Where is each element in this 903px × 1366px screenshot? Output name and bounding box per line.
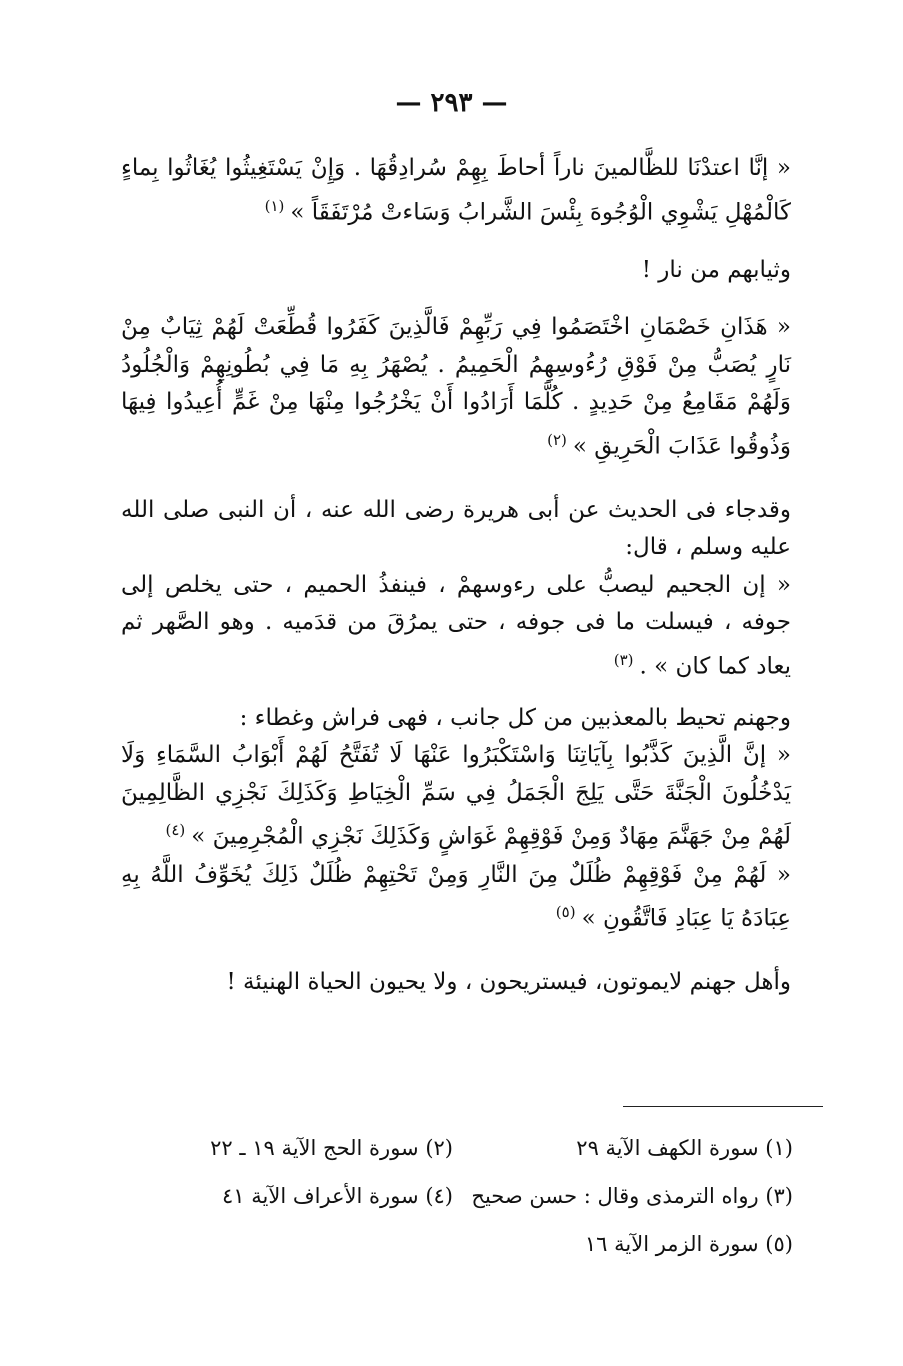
quran-verse-zumar <box>121 857 821 939</box>
page-number: — ٢٩٣ — <box>395 88 508 118</box>
quran-verse-hajj <box>121 309 821 466</box>
footnote-4: (٤) سورة الأعراف الآية ٤١ <box>222 1184 453 1208</box>
paragraph-text: وأهل جهنم لايموتون، فيستريحون ، ولا يحيون الحياة الهنيئة ! <box>226 969 791 996</box>
footnote-ref: (٤) <box>165 821 186 840</box>
footnote-ref: (١) <box>264 196 285 215</box>
footnote-row <box>103 1220 793 1268</box>
paragraph-hell-surrounds <box>121 700 821 738</box>
footnote-5: (٥) سورة الزمر الآية ١٦ <box>584 1232 793 1256</box>
footnote-ref: (٢) <box>547 430 567 449</box>
paragraph-text: وثيابهم من نار ! <box>641 256 791 283</box>
verse-text: « لَهُمْ مِنْ فَوْقِهِمْ ظُلَلٌ مِنَ النَّارِ وَمِنْ تَحْتِهِمْ ظُلَلٌ ذَلِكَ يُخَوِّفُ اللَّهُ بِهِ عِبَادَهُ يَا عِبَادِ فَاتَّقُونِ » <box>121 861 791 932</box>
verse-text: « إنَّا اعتدْنَا للظَّالمينَ ناراً أحاطَ بِهِمْ سُرادِقُهَا . وَإِنْ يَسْتَغِيثُوا يُغَاثُوا بِماءٍ كَالْمُهْلِ يَشْوِي الْوُجُوهَ بِئْسَ الشَّرابُ وَسَاءتْ مُرْتَفَقَاً » <box>121 155 791 226</box>
hadith-text: « إن الجحيم ليصبُّ على رءوسهمْ ، فينفذُ الحميم ، حتى يخلص إلى جوفه ، فيسلت ما فى جوفه ، حتى يمرُقَ من قدَميه . وهو الصَّهر ثم يعاد كما كان » . <box>121 571 791 680</box>
footnote-2: (٢) سورة الحج الآية ١٩ ـ ٢٢ <box>210 1136 453 1160</box>
footnote-row <box>103 1124 793 1172</box>
footnote-3: (٣) رواه الترمذى وقال : حسن صحيح <box>471 1184 793 1208</box>
verse-text: « إنَّ الَّذِينَ كَذَّبُوا بِآيَاتِنَا وَاسْتَكْبَرُوا عَنْهَا لَا تُفَتَّحُ لَهُمْ أَبْوَابُ السَّمَاءِ وَلَا يَدْخُلُونَ الْجَنَّةَ حَتَّى يَلِجَ الْجَمَلُ فِي سَمِّ الْخِيَاطِ وَكَذَلِكَ نَجْزِي الظَّالِمِينَ لَهُمْ مِنْ جَهَنَّمَ مِهَادٌ وَمِنْ فَوْقِهِمْ غَوَاشٍ وَكَذَلِكَ نَجْزِي الْمُجْرِمِينَ » <box>121 742 791 851</box>
paragraph-text: وجهنم تحيط بالمعذبين من كل جانب ، فهى فراش وغطاء : <box>239 704 791 731</box>
footnote-1: (١) سورة الكهف الآية ٢٩ <box>576 1136 793 1160</box>
verse-text: « هَذَانِ خَصْمَانِ اخْتَصَمُوا فِي رَبِّهِمْ فَالَّذِينَ كَفَرُوا قُطِّعَتْ لَهُمْ ثِيَابٌ مِنْ نَارٍ يُصَبُّ مِنْ فَوْقِ رُءُوسِهِمُ الْحَمِيمُ . يُصْهَرُ بِهِ مَا فِي بُطُونِهِمْ وَالْجُلُودُ وَلَهُمْ مَقَامِعُ مِنْ حَدِيدٍ . كُلَّمَا أَرَادُوا أَنْ يَخْرُجُوا مِنْهَا مِنْ غَمٍّ أُعِيدُوا فِيهَا وَذُوقُوا عَذَابَ الْحَرِيقِ » <box>121 314 791 460</box>
paragraph-hadith-intro <box>121 492 821 567</box>
paragraph-closing <box>121 964 821 1002</box>
quran-verse-kahf <box>121 150 821 232</box>
hadith-quote <box>121 567 821 686</box>
paragraph-garments-of-fire <box>121 252 821 290</box>
footnote-ref: (٥) <box>555 903 576 922</box>
footnote-ref: (٣) <box>613 650 634 669</box>
footnotes <box>103 1124 793 1268</box>
paragraph-text: وقدجاء فى الحديث عن أبى هريرة رضى الله عنه ، أن النبى صلى الله عليه وسلم ، قال: <box>121 496 791 561</box>
footnote-row <box>103 1172 793 1220</box>
footnote-divider <box>623 1106 823 1107</box>
quran-verse-araf <box>121 737 821 856</box>
body-text <box>121 150 821 1002</box>
